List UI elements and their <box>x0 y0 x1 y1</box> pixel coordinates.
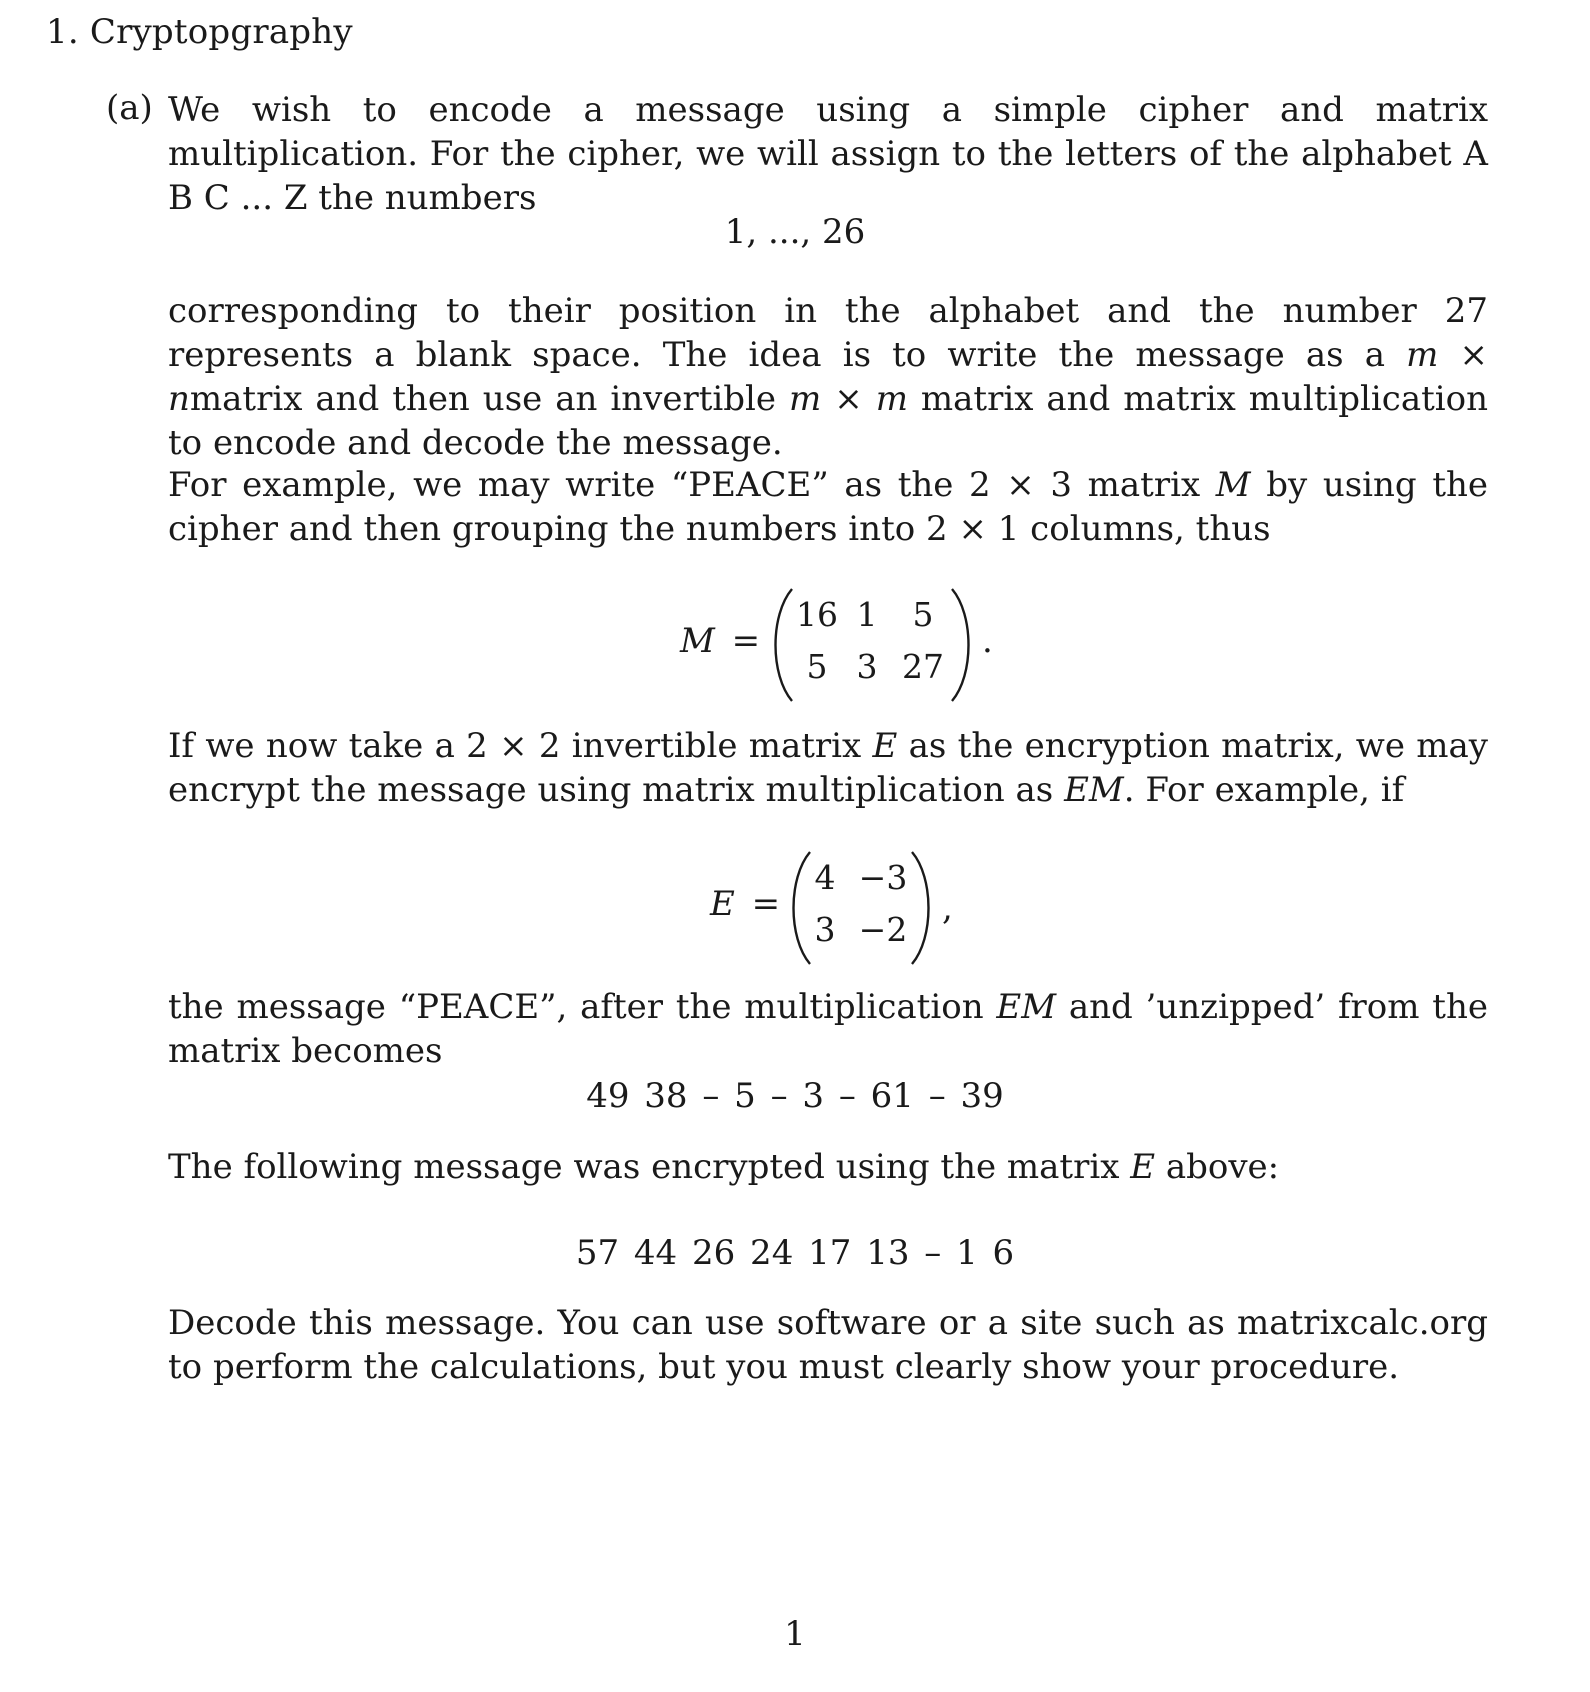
math-var: EM <box>996 987 1057 1027</box>
text-run: the message “PEACE”, after the multiplication <box>168 987 997 1027</box>
text-run: corresponding to their position in the alphabet and the number 27 represents a blank space. The idea is to write the message as a <box>168 291 1488 375</box>
text-run: If we now take a 2 × 2 invertible matrix <box>168 726 873 766</box>
encrypted-peace-sequence: 49 38 – 5 – 3 – 61 – 39 <box>586 1076 1004 1116</box>
trailing-punct: . <box>982 621 993 661</box>
paragraph-intro: We wish to encode a message using a simple cipher and matrix multiplication. For the cipher, we will assign to the letters of the alphabet A B C ... Z the numbers <box>168 90 1488 218</box>
matrix-cell: 1 <box>856 595 878 634</box>
math-var: n <box>168 379 190 419</box>
math-op: × <box>821 379 876 419</box>
matrix-cell: 27 <box>902 647 944 686</box>
matrix-m-lhs <box>680 621 760 661</box>
math-var: m <box>789 379 822 419</box>
item-label: (a) <box>106 88 153 128</box>
number-range-display: 1, ..., 26 <box>724 212 866 252</box>
math-var: EM <box>1064 770 1124 810</box>
math-var: E <box>872 726 898 766</box>
page-number: 1 <box>784 1614 806 1654</box>
text-run: by using the cipher and then grouping the numbers into 2 × 1 columns, thus <box>168 465 1489 549</box>
matrix-cell: 3 <box>814 910 836 949</box>
math-var: m <box>875 379 908 419</box>
matrix-cell: 5 <box>912 595 934 634</box>
text-run: above: <box>1155 1147 1280 1187</box>
text-run: For example, we may write “PEACE” as the 2 × 3 matrix <box>168 465 1216 505</box>
text-run: as the encryption matrix, we may encrypt the message using matrix multiplication as <box>168 726 1488 810</box>
ciphertext-sequence: 57 44 26 24 17 13 – 1 6 <box>575 1233 1015 1273</box>
paragraph-encryption-matrix <box>168 724 1488 812</box>
paragraph-following-message <box>168 1145 1488 1189</box>
text-run: matrix and then use an invertible <box>189 379 790 419</box>
math-var: m <box>1406 335 1439 375</box>
matrix-cell: 5 <box>806 647 828 686</box>
matrix-cell: −2 <box>858 910 908 949</box>
paragraph-task: Decode this message. You can use software or a site such as matrixcalc.org to perform the calculations, but you must clearly show your procedure. <box>168 1303 1488 1387</box>
trailing-punct: , <box>942 888 953 928</box>
right-paren <box>906 848 936 968</box>
equals-sign: = <box>731 621 761 661</box>
matrix-m-name: M <box>680 621 715 661</box>
matrix-e-equation <box>710 848 970 968</box>
paragraph-cipher-description <box>168 289 1488 465</box>
matrix-cell: 3 <box>856 647 878 686</box>
text-run: The following message was encrypted using the matrix <box>168 1147 1131 1187</box>
section-number: 1. <box>46 12 79 52</box>
matrix-cell: 16 <box>796 595 838 634</box>
math-var: M <box>1215 465 1251 505</box>
section-title: Cryptopgraphy <box>89 12 353 52</box>
right-paren <box>946 585 976 705</box>
matrix-cell: 4 <box>814 858 836 897</box>
text-run: matrix and matrix multiplication to encode and decode the message. <box>168 379 1488 463</box>
math-var: E <box>1130 1147 1156 1187</box>
text-run: and ’unzipped’ from the matrix becomes <box>168 987 1488 1071</box>
matrix-e-name: E <box>710 884 735 924</box>
text-run: . For example, if <box>1123 770 1405 810</box>
matrix-cell: −3 <box>858 858 908 897</box>
matrix-e-lhs <box>710 884 780 924</box>
equals-sign: = <box>751 884 781 924</box>
matrix-m-equation <box>680 585 1000 705</box>
math-op: × <box>1438 335 1488 375</box>
paragraph-example-matrix <box>168 463 1488 551</box>
section-heading <box>46 12 353 52</box>
paragraph-encrypted-example <box>168 985 1488 1073</box>
